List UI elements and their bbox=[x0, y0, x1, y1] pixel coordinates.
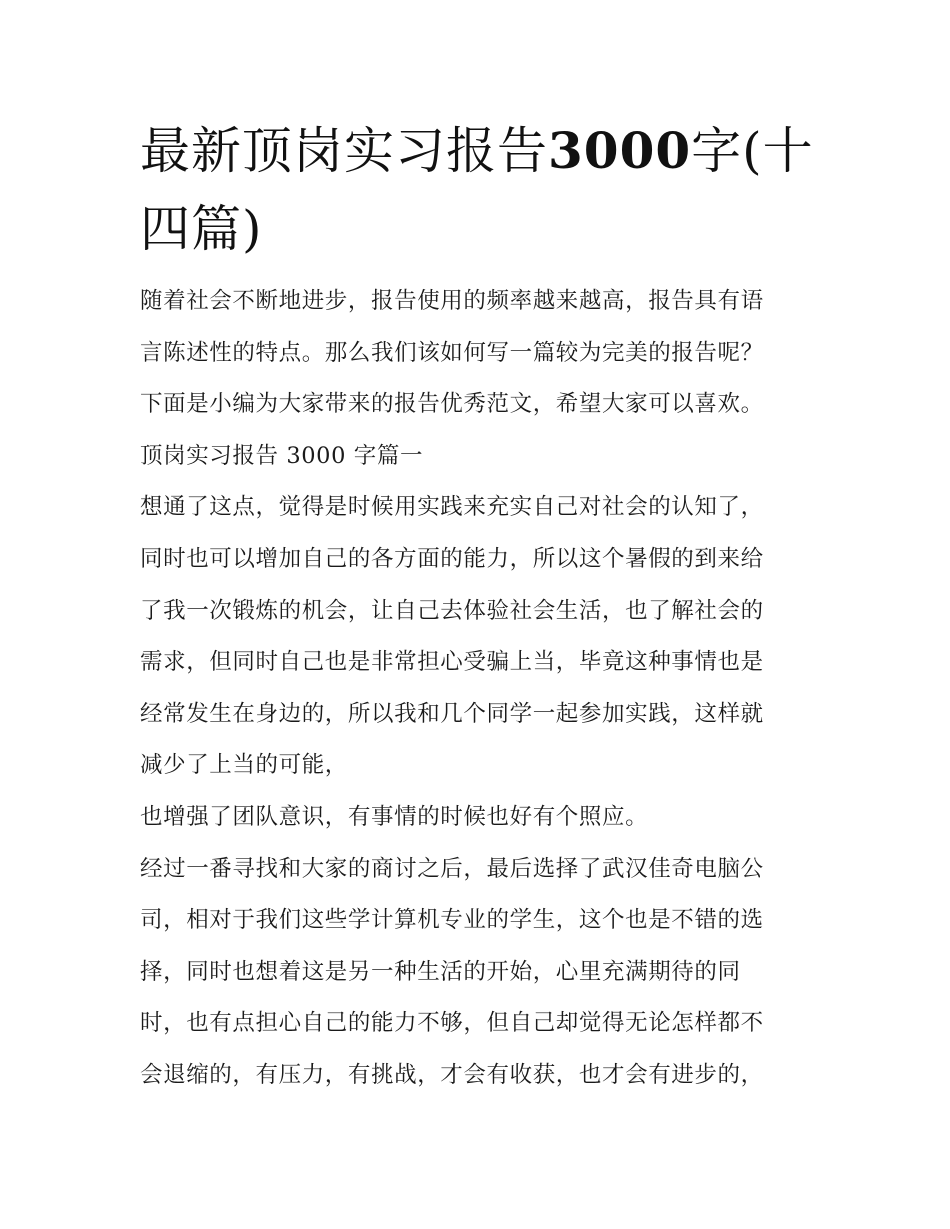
text-line: 经常发生在身边的，所以我和几个同学一起参加实践，这样就 bbox=[140, 700, 764, 727]
text-line: 减少了上当的可能， bbox=[140, 752, 348, 779]
text-line: 经过一番寻找和大家的商讨之后，最后选择了武汉佳奇电脑公 bbox=[140, 855, 764, 882]
text-line: 也增强了团队意识，有事情的时候也好有个照应。 bbox=[140, 803, 649, 830]
text-line: 时，也有点担心自己的能力不够，但自己却觉得无论怎样都不 bbox=[140, 1010, 764, 1037]
text-line: 择，同时也想着这是另一种生活的开始，心里充满期待的同 bbox=[140, 958, 741, 985]
text-line: 司，相对于我们这些学计算机专业的学生，这个也是不错的选 bbox=[140, 907, 764, 934]
text-line: 下面是小编为大家带来的报告优秀范文，希望大家可以喜欢。 bbox=[140, 391, 764, 418]
section-heading: 顶岗实习报告 3000 字篇一 bbox=[140, 442, 424, 469]
text-line: 了我一次锻炼的机会，让自己去体验社会生活，也了解社会的 bbox=[140, 597, 764, 624]
text-line: 想通了这点，觉得是时候用实践来充实自己对社会的认知了， bbox=[140, 494, 764, 521]
text-line: 同时也可以增加自己的各方面的能力，所以这个暑假的到来给 bbox=[140, 545, 764, 572]
text-line: 言陈述性的特点。那么我们该如何写一篇较为完美的报告呢？ bbox=[140, 339, 764, 366]
title-text-part1: 最新顶岗实习报告 bbox=[140, 122, 548, 180]
title-number: 3000 bbox=[548, 121, 692, 180]
text-line: 随着社会不断地进步，报告使用的频率越来越高，报告具有语 bbox=[140, 288, 764, 314]
document-title bbox=[140, 112, 820, 268]
title-text-line2: 四篇) bbox=[140, 200, 263, 258]
text-line: 会退缩的，有压力，有挑战，才会有收获，也才会有进步的， bbox=[140, 1061, 764, 1088]
title-text-part2: 字(十 bbox=[691, 122, 814, 180]
text-line: 需求，但同时自己也是非常担心受骗上当，毕竟这种事情也是 bbox=[140, 649, 764, 676]
document-body bbox=[140, 276, 820, 1102]
